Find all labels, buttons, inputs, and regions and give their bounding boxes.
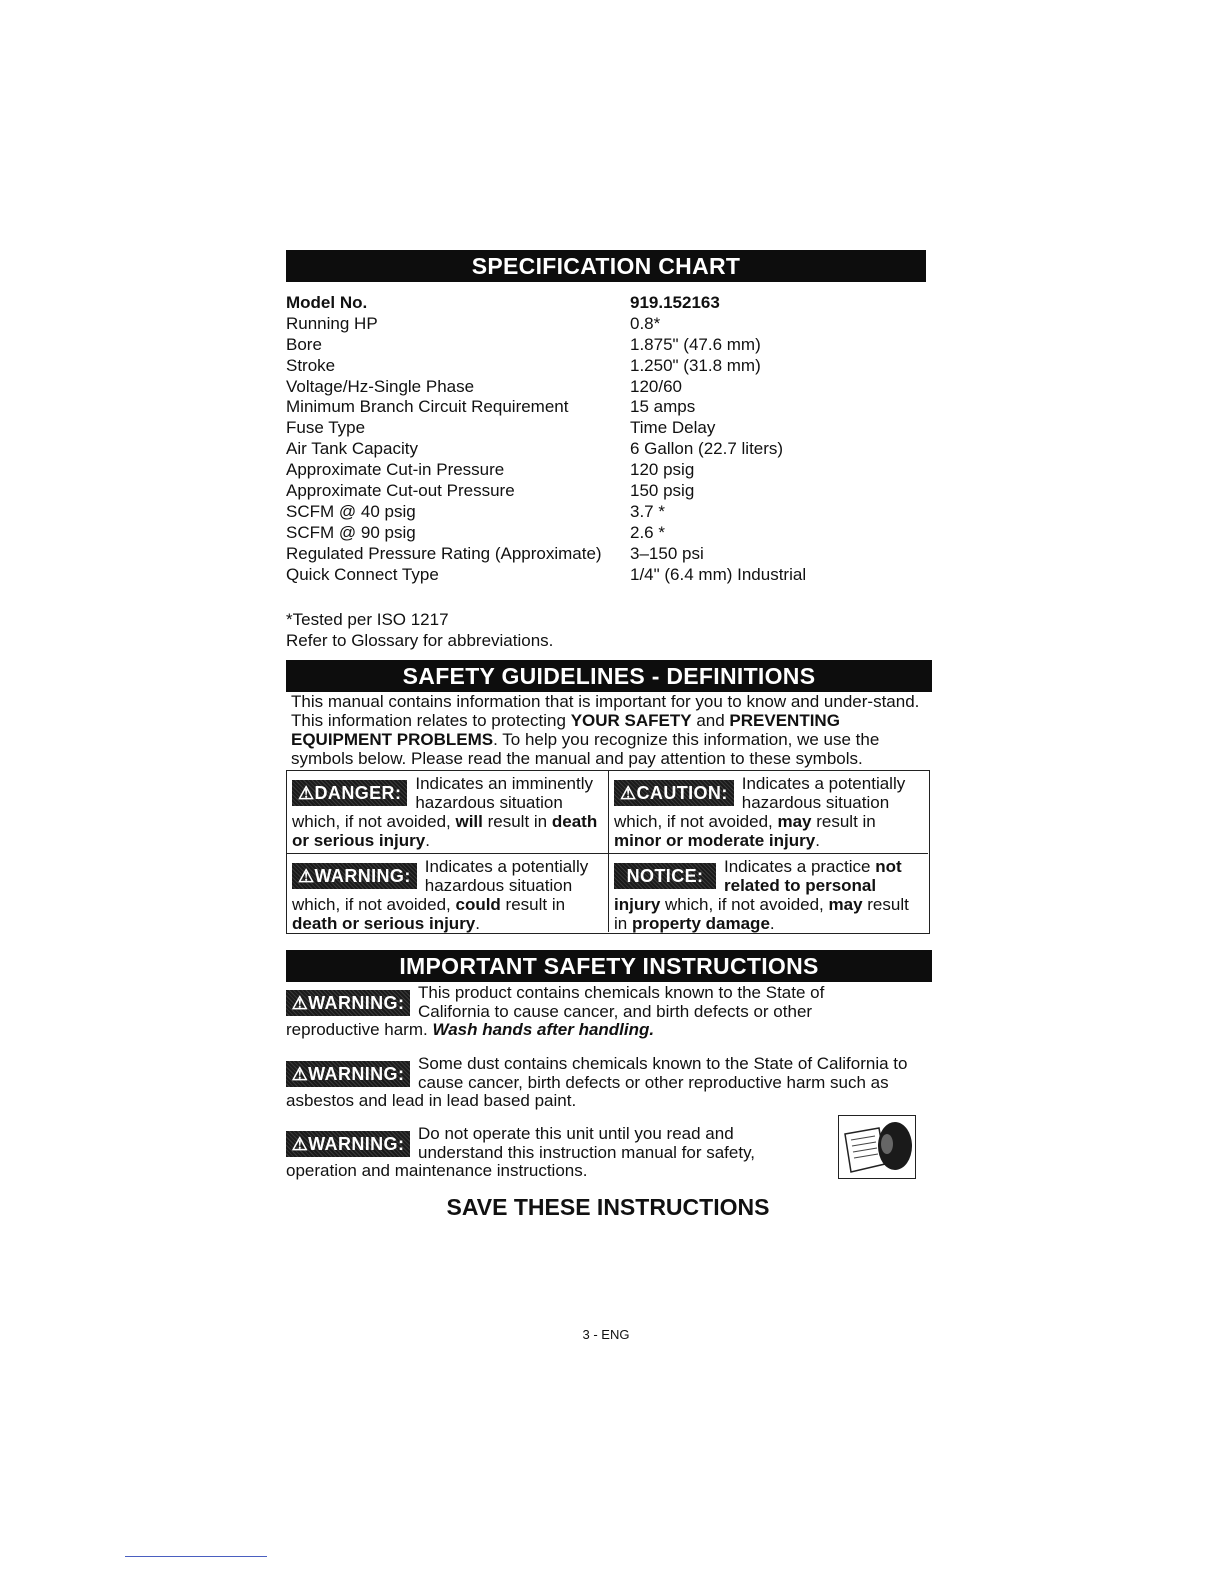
warning-dust (286, 1055, 926, 1111)
caution-badge: ⚠CAUTION: (614, 780, 734, 806)
warning-text: Some dust contains chemicals known to the State of California to cause cancer, birth defects or other reproductive harm such as asbestos and lead in lead based paint. (286, 1054, 908, 1110)
page-number: 3 - ENG (582, 1327, 630, 1342)
iso-footnote: *Tested per ISO 1217 (286, 610, 449, 629)
spec-label: Minimum Branch Circuit Requirement (286, 397, 569, 417)
spec-chart-banner: SPECIFICATION CHART (286, 250, 926, 282)
spec-row (286, 544, 806, 565)
def-text: . (475, 914, 480, 933)
warning-bold: Wash hands after handling. (432, 1020, 655, 1039)
warning-chemicals (286, 984, 866, 1040)
def-bold: death or serious injury (292, 812, 598, 850)
spec-label: Bore (286, 334, 322, 354)
spec-value: 1.250" (31.8 mm) (630, 355, 761, 375)
def-bold: may (828, 895, 863, 914)
def-text: result in (500, 895, 566, 914)
def-text: Indicates a potentially hazardous situation which, if not avoided, (292, 857, 589, 914)
spec-label: Running HP (286, 313, 378, 333)
read-manual-icon (838, 1115, 916, 1179)
def-bold: will (455, 812, 483, 831)
spec-row (286, 314, 806, 335)
def-bold: could (455, 895, 501, 914)
spec-value: Time Delay (630, 418, 716, 438)
warning-badge: ⚠WARNING: (292, 863, 417, 889)
def-text: Indicates a practice (724, 857, 876, 876)
spec-row (286, 356, 806, 377)
spec-value: 150 psig (630, 481, 695, 501)
danger-definition (287, 771, 608, 853)
glossary-note: Refer to Glossary for abbreviations. (286, 630, 554, 650)
intro-text: and (691, 711, 730, 730)
spec-value: 1/4" (6.4 mm) Industrial (630, 564, 807, 584)
danger-badge: ⚠DANGER: (292, 780, 407, 806)
spec-value: 3.7 * (630, 501, 665, 521)
important-safety-banner: IMPORTANT SAFETY INSTRUCTIONS (286, 950, 932, 982)
intro-bold: PREVENTING EQUIPMENT PROBLEMS (291, 711, 840, 749)
spec-label: Voltage/Hz-Single Phase (286, 376, 475, 396)
spec-value: 120 psig (630, 460, 695, 480)
def-bold: death or serious injury (292, 914, 476, 933)
spec-label: Approximate Cut-out Pressure (286, 481, 515, 501)
spec-row (286, 377, 806, 398)
def-bold: not related to personal injury (614, 857, 902, 914)
warning-text: This product contains chemicals known to the State of California to cause cancer, and birth defects or other reproductive harm. (286, 983, 825, 1039)
spec-value: 2.6 * (630, 522, 665, 542)
spec-label: Fuse Type (286, 418, 366, 438)
spec-header-label: Model No. (286, 293, 368, 312)
spec-value: 120/60 (630, 376, 682, 396)
spec-row (286, 335, 806, 356)
intro-text: This manual contains information that is important for you to know and under-stand. This information relates to protecting (291, 692, 920, 730)
def-bold: may (777, 812, 812, 831)
safety-intro (291, 692, 927, 768)
spec-value: 0.8* (630, 313, 661, 333)
warning-read-manual (286, 1125, 786, 1181)
spec-header-row (286, 293, 806, 314)
spec-table (286, 293, 806, 585)
safety-guidelines-banner: SAFETY GUIDELINES - DEFINITIONS (286, 660, 932, 692)
spec-row (286, 460, 806, 481)
def-text: . (769, 914, 775, 933)
spec-value: 1.875" (47.6 mm) (630, 334, 761, 354)
spec-label: SCFM @ 40 psig (286, 501, 416, 521)
definitions-grid (286, 770, 930, 934)
spec-row (286, 439, 806, 460)
spec-row (286, 418, 806, 439)
spec-value: 15 amps (630, 397, 696, 417)
warning-definition (287, 853, 608, 932)
spec-header-value: 919.152163 (630, 293, 720, 312)
def-text: result in (811, 812, 876, 831)
warning-badge: ⚠WARNING: (286, 1131, 410, 1157)
intro-text: . To help you recognize this information, we use the symbols below. Please read the manual and pay attention to these symbols. (291, 730, 880, 768)
def-text: result in (482, 812, 552, 831)
def-text: . (815, 831, 820, 850)
spec-row (286, 565, 806, 586)
spec-row (286, 397, 806, 418)
caution-definition (608, 771, 928, 853)
spec-label: Approximate Cut-in Pressure (286, 460, 505, 480)
save-instructions-heading: SAVE THESE INSTRUCTIONS (446, 1194, 770, 1220)
notice-definition (608, 853, 928, 932)
spec-notes (286, 610, 553, 651)
spec-label: SCFM @ 90 psig (286, 522, 416, 542)
intro-bold: YOUR SAFETY (570, 711, 692, 730)
def-bold: minor or moderate injury (614, 831, 816, 850)
def-bold: property damage (631, 914, 770, 933)
def-text: Indicates a potentially hazardous situation which, if not avoided, (614, 774, 906, 831)
spec-row (286, 481, 806, 502)
spec-label: Regulated Pressure Rating (Approximate) (286, 543, 602, 563)
spec-label: Quick Connect Type (286, 564, 439, 584)
spec-row (286, 523, 806, 544)
footer-link-underline (125, 1556, 267, 1557)
spec-label: Air Tank Capacity (286, 439, 418, 459)
warning-text: Do not operate this unit until you read and understand this instruction manual for safety, operation and maintenance instructions. (286, 1124, 756, 1180)
spec-row (286, 502, 806, 523)
spec-value: 3–150 psi (630, 543, 704, 563)
spec-value: 6 Gallon (22.7 liters) (630, 439, 784, 459)
def-text: result in (614, 895, 909, 933)
def-text: which, if not avoided, (660, 895, 829, 914)
warning-badge: ⚠WARNING: (286, 990, 410, 1016)
def-text: Indicates an imminently hazardous situation which, if not avoided, (292, 774, 593, 831)
notice-badge: NOTICE: (614, 863, 716, 889)
warning-badge: ⚠WARNING: (286, 1061, 410, 1087)
spec-label: Stroke (286, 355, 336, 375)
def-text: . (425, 831, 430, 850)
